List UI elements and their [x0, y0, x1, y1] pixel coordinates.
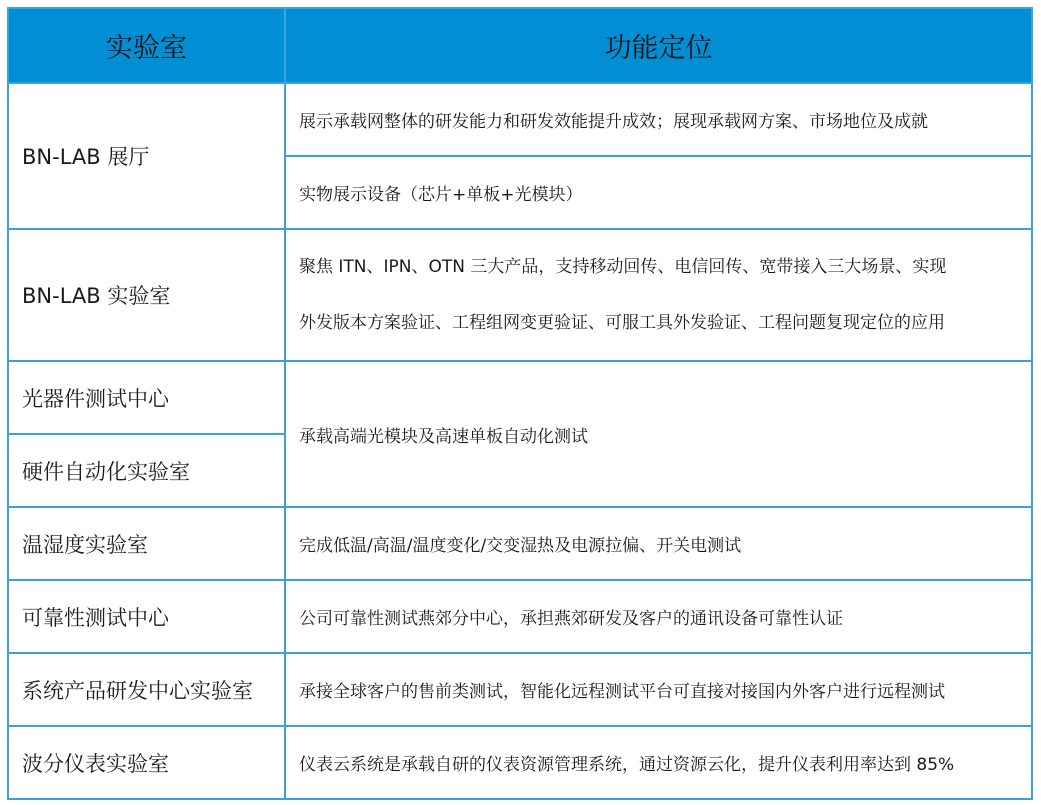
lab-name-reliability: 可靠性测试中心 — [8, 580, 285, 653]
lab-name-bn-lab-hall: BN-LAB 展厅 — [8, 83, 285, 229]
function-wdm-instrument: 仪表云系统是承载自研的仪表资源管理系统，通过资源云化，提升仪表利用率达到 85% — [285, 726, 1032, 799]
table-row — [8, 229, 1032, 361]
lab-name-optical-center: 光器件测试中心 — [8, 361, 285, 434]
table-row — [8, 361, 1032, 434]
lab-name-temp-humidity: 温湿度实验室 — [8, 507, 285, 580]
table-row — [8, 726, 1032, 799]
header-lab: 实验室 — [8, 8, 285, 83]
function-bn-lab-hall-2: 实物展示设备（芯片+单板+光模块） — [285, 156, 1032, 229]
lab-name-hardware-auto: 硬件自动化实验室 — [8, 434, 285, 507]
function-bn-lab-line-2: 外发版本方案验证、工程组网变更验证、可服工具外发验证、工程问题复现定位的应用 — [299, 313, 945, 333]
function-system-product: 承接全球客户的售前类测试，智能化远程测试平台可直接对接国内外客户进行远程测试 — [285, 653, 1032, 726]
lab-name-system-product: 系统产品研发中心实验室 — [8, 653, 285, 726]
function-temp-humidity: 完成低温/高温/温度变化/交变湿热及电源拉偏、开关电测试 — [285, 507, 1032, 580]
table-header-row — [8, 8, 1032, 83]
table-row — [8, 653, 1032, 726]
function-bn-lab-hall-1: 展示承载网整体的研发能力和研发效能提升成效；展现承载网方案、市场地位及成就 — [285, 83, 1032, 156]
lab-name-wdm-instrument: 波分仪表实验室 — [8, 726, 285, 799]
table-row — [8, 507, 1032, 580]
function-reliability: 公司可靠性测试燕郊分中心，承担燕郊研发及客户的通讯设备可靠性认证 — [285, 580, 1032, 653]
lab-name-bn-lab: BN-LAB 实验室 — [8, 229, 285, 361]
table-row — [8, 83, 1032, 156]
function-bn-lab — [285, 229, 1032, 361]
header-function: 功能定位 — [285, 8, 1032, 83]
table-row — [8, 580, 1032, 653]
function-optical-hardware-shared: 承载高端光模块及高速单板自动化测试 — [285, 361, 1032, 507]
lab-function-table — [7, 7, 1033, 800]
function-bn-lab-line-1: 聚焦 ITN、IPN、OTN 三大产品，支持移动回传、电信回传、宽带接入三大场景、实现 — [299, 257, 947, 277]
